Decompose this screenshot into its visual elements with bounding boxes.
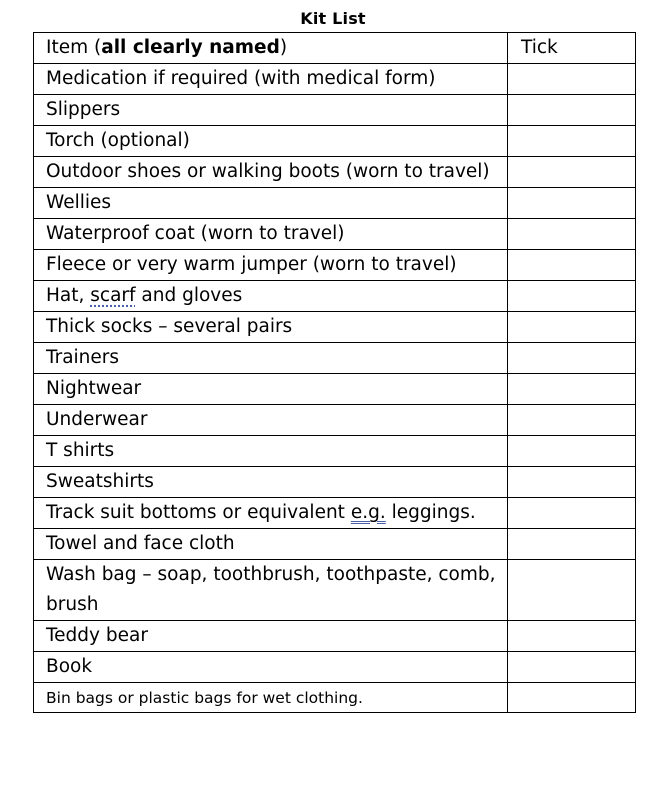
table-row: [34, 250, 636, 281]
item-header-emphasis: all clearly named: [101, 37, 280, 58]
table-row: [34, 95, 636, 126]
table-row: [34, 343, 636, 374]
item-cell: Towel and face cloth: [34, 529, 508, 560]
table-row: [34, 219, 636, 250]
table-row: [34, 621, 636, 652]
table-row: [34, 281, 636, 312]
table-row: [34, 498, 636, 529]
item-cell: Waterproof coat (worn to travel): [34, 219, 508, 250]
item-column-header: [34, 33, 508, 64]
table-row: [34, 126, 636, 157]
tick-cell[interactable]: [508, 188, 636, 219]
item-cell: Book: [34, 652, 508, 683]
tick-cell[interactable]: [508, 498, 636, 529]
item-cell: Medication if required (with medical form): [34, 64, 508, 95]
item-cell: Torch (optional): [34, 126, 508, 157]
spellcheck-marked-word: scarf: [90, 285, 136, 306]
tick-cell[interactable]: [508, 312, 636, 343]
item-header-prefix: Item (: [46, 37, 102, 58]
tick-cell[interactable]: [508, 95, 636, 126]
tick-cell[interactable]: [508, 374, 636, 405]
tick-cell[interactable]: [508, 219, 636, 250]
tick-cell[interactable]: [508, 529, 636, 560]
table-row: [34, 405, 636, 436]
item-header-suffix: ): [279, 37, 288, 58]
tick-cell[interactable]: [508, 467, 636, 498]
item-text-part: leggings.: [385, 502, 476, 523]
grammar-marked-word: e.g.: [350, 502, 386, 523]
tick-cell[interactable]: [508, 436, 636, 467]
item-cell: Wellies: [34, 188, 508, 219]
page-title: Kit List: [300, 9, 366, 28]
tick-cell[interactable]: [508, 560, 636, 621]
table-row: [34, 529, 636, 560]
item-cell: [34, 498, 508, 529]
item-cell: Teddy bear: [34, 621, 508, 652]
table-row: [34, 436, 636, 467]
item-cell: Nightwear: [34, 374, 508, 405]
tick-cell[interactable]: [508, 652, 636, 683]
kit-list-table: [33, 32, 636, 713]
table-row: [34, 560, 636, 621]
item-cell: Slippers: [34, 95, 508, 126]
table-row: [34, 374, 636, 405]
item-cell: Thick socks – several pairs: [34, 312, 508, 343]
item-text-part: Track suit bottoms or equivalent: [46, 502, 351, 523]
tick-cell[interactable]: [508, 281, 636, 312]
item-cell: Wash bag – soap, toothbrush, toothpaste, comb, brush: [34, 560, 508, 621]
item-text-part: Hat,: [46, 285, 91, 306]
tick-cell[interactable]: [508, 405, 636, 436]
tick-cell[interactable]: [508, 250, 636, 281]
table-row: [34, 64, 636, 95]
tick-cell[interactable]: [508, 157, 636, 188]
item-cell: Bin bags or plastic bags for wet clothing.: [34, 683, 508, 713]
tick-cell[interactable]: [508, 64, 636, 95]
tick-cell[interactable]: [508, 683, 636, 713]
item-cell: Outdoor shoes or walking boots (worn to travel): [34, 157, 508, 188]
tick-cell[interactable]: [508, 343, 636, 374]
tick-cell[interactable]: [508, 126, 636, 157]
item-text-part: and gloves: [135, 285, 243, 306]
tick-column-header: Tick: [508, 33, 636, 64]
table-row: [34, 157, 636, 188]
table-row: [34, 652, 636, 683]
item-cell: Underwear: [34, 405, 508, 436]
table-row: [34, 188, 636, 219]
table-header-row: [34, 33, 636, 64]
tick-cell[interactable]: [508, 621, 636, 652]
item-cell: [34, 281, 508, 312]
item-cell: Trainers: [34, 343, 508, 374]
table-row: [34, 467, 636, 498]
item-cell: T shirts: [34, 436, 508, 467]
table-row: [34, 683, 636, 713]
item-cell: Sweatshirts: [34, 467, 508, 498]
table-row: [34, 312, 636, 343]
item-cell: Fleece or very warm jumper (worn to travel): [34, 250, 508, 281]
